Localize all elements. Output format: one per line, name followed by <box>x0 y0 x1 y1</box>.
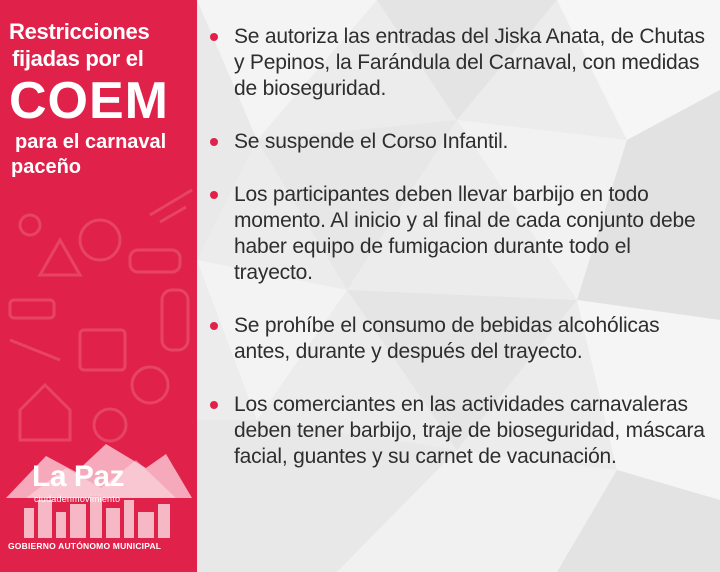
logo-tagline: ciudadenmovimiento <box>34 494 121 504</box>
clock-icon <box>94 409 126 441</box>
restriction-text: Los participantes deben llevar barbijo en todo momento. Al inicio y al final de cada conjunto debe haber equipo de fumigacion durante todo el trayecto. <box>234 183 696 284</box>
house-icon <box>20 385 70 440</box>
list-item <box>206 129 706 155</box>
restriction-text: Se prohíbe el consumo de bebidas alcohólicas antes, durante y después del trayecto. <box>234 314 660 363</box>
warning-icon <box>40 240 80 275</box>
bed-icon <box>10 300 54 318</box>
restriction-text: Se suspende el Corso Infantil. <box>234 130 509 153</box>
list-item <box>206 313 706 365</box>
logo-name: La Paz <box>32 460 125 493</box>
list-item <box>206 182 706 286</box>
title-line-1: Restricciones <box>9 19 150 44</box>
hospital-icon <box>80 330 125 370</box>
title-line-5: paceño <box>11 156 82 178</box>
syringe-icon <box>150 190 192 222</box>
bullet-icon <box>210 401 218 409</box>
restriction-text: Los comerciantes en las actividades carnavaleras deben tener barbijo, traje de bioseguridad, máscara facial, guantes y su carnet de vacunación. <box>234 393 705 468</box>
bullet-icon <box>210 138 218 146</box>
bullet-icon <box>210 33 218 41</box>
title-line-2: fijadas por el <box>12 46 144 71</box>
list-item <box>206 24 706 102</box>
no-entry-icon <box>80 220 120 260</box>
bullet-icon <box>210 322 218 330</box>
list-item <box>206 392 706 470</box>
restriction-text: Se autoriza las entradas del Jiska Anata, de Chutas y Pepinos, la Farándula del Carnaval, con medidas de bioseguridad. <box>234 25 705 100</box>
car-icon <box>130 250 180 272</box>
title-panel <box>0 0 197 572</box>
title-line-4: para el carnaval <box>15 131 167 153</box>
title-coem: COEM <box>9 72 169 130</box>
title-block <box>9 18 194 180</box>
bullet-icon <box>210 191 218 199</box>
hand-icon <box>162 290 188 350</box>
government-label: GOBIERNO AUTÓNOMO MUNICIPAL <box>8 541 162 551</box>
virus-icon <box>132 367 168 403</box>
la-paz-logo <box>6 438 192 548</box>
restrictions-list <box>206 24 706 470</box>
